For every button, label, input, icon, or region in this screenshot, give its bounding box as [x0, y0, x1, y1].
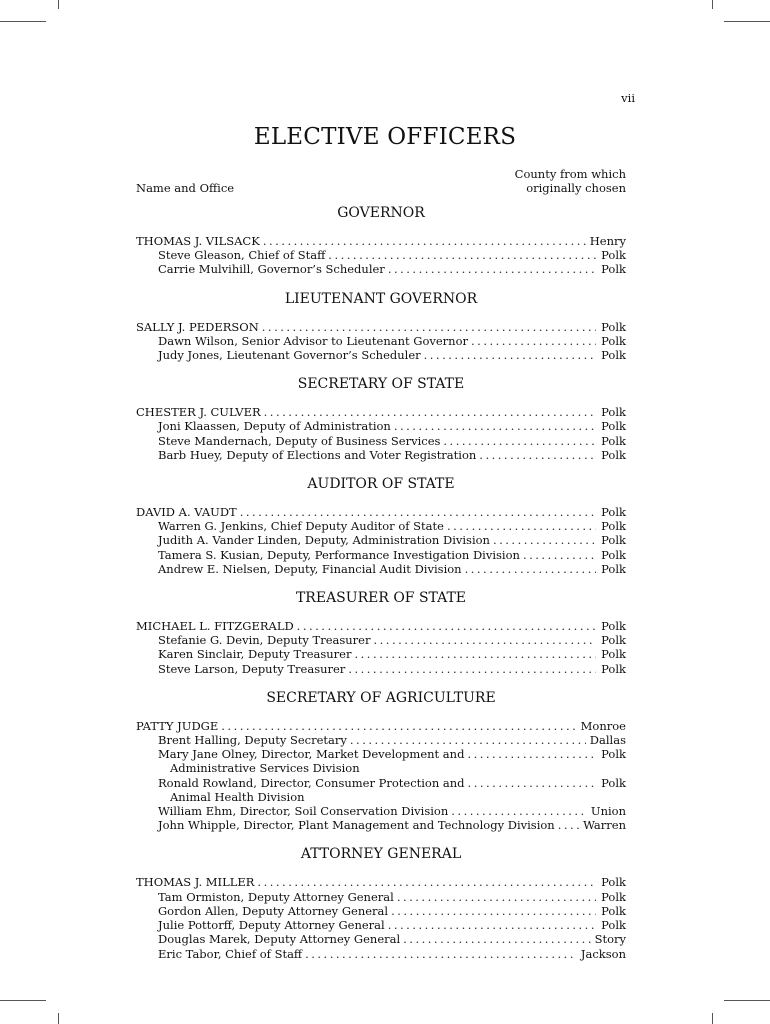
staff-entry	[136, 904, 626, 918]
staff-entry	[136, 918, 626, 932]
entry-name: Stefanie G. Devin, Deputy Treasurer	[158, 633, 371, 648]
column-header-name-office: Name and Office	[136, 181, 235, 195]
section-heading: GOVERNOR	[337, 205, 425, 221]
dot-leader	[305, 947, 577, 961]
entry-list	[136, 505, 626, 576]
staff-entry	[136, 262, 626, 276]
dot-leader	[354, 647, 596, 661]
section-heading: TREASURER OF STATE	[295, 590, 467, 607]
dot-leader	[558, 818, 579, 832]
crop-mark-bottom-left-h	[0, 1000, 46, 1001]
staff-entry	[136, 932, 626, 946]
entry-name: Tam Ormiston, Deputy Attorney General	[158, 889, 394, 904]
entry-name: Carrie Mulvihill, Governor’s Scheduler	[158, 262, 385, 277]
entry-county: Polk	[601, 319, 626, 334]
entry-name: Julie Pottorff, Deputy Attorney General	[158, 918, 385, 933]
entry-county: Polk	[601, 505, 626, 520]
staff-entry	[136, 947, 626, 961]
entry-county: Polk	[601, 661, 626, 676]
dot-leader	[262, 320, 596, 334]
entry-county: Polk	[601, 633, 626, 648]
dot-leader	[468, 776, 596, 790]
entry-county: Warren	[583, 818, 626, 833]
staff-entry	[136, 548, 626, 562]
entry-county: Polk	[601, 248, 626, 263]
staff-entry	[136, 519, 626, 533]
entry-county: Polk	[601, 619, 626, 634]
column-header-county-line2: originally chosen	[526, 180, 626, 195]
entry-county: Polk	[601, 889, 626, 904]
dot-leader	[263, 234, 586, 248]
entry-county: Polk	[601, 262, 626, 277]
entry-name: PATTY JUDGE	[136, 718, 219, 733]
entry-name: THOMAS J. MILLER	[136, 875, 255, 890]
entry-name: Warren G. Jenkins, Chief Deputy Auditor of State	[158, 519, 444, 534]
entry-county: Polk	[601, 533, 626, 548]
officer-entry	[136, 619, 626, 633]
dot-leader	[373, 633, 596, 647]
officer-entry	[136, 875, 626, 889]
entry-name: Mary Jane Olney, Director, Market Development and	[158, 747, 465, 762]
officer-entry	[136, 320, 626, 334]
crop-mark-bottom-right-v	[712, 1013, 713, 1024]
entry-county: Polk	[601, 647, 626, 662]
dot-leader	[328, 248, 596, 262]
entry-county: Polk	[601, 447, 626, 462]
page-number: vii	[621, 91, 635, 105]
staff-entry	[136, 419, 626, 433]
dot-leader	[523, 548, 596, 562]
staff-entry	[136, 804, 626, 818]
staff-entry	[136, 633, 626, 647]
entry-name: Eric Tabor, Chief of Staff	[158, 946, 303, 961]
entry-name: Steve Larson, Deputy Treasurer	[158, 661, 346, 676]
entry-list	[136, 405, 626, 462]
entry-name: Gordon Allen, Deputy Attorney General	[158, 903, 389, 918]
entry-county: Monroe	[580, 718, 626, 733]
dot-leader	[493, 533, 596, 547]
entry-county: Polk	[601, 348, 626, 363]
staff-entry	[136, 890, 626, 904]
entry-county: Polk	[601, 405, 626, 420]
crop-mark-bottom-left-v	[58, 1013, 59, 1024]
entry-name: THOMAS J. VILSACK	[136, 234, 260, 248]
column-header-county-line1: County from which	[514, 166, 626, 181]
staff-entry	[136, 533, 626, 547]
staff-entry	[136, 647, 626, 661]
crop-mark-top-left-h	[0, 21, 46, 22]
entry-name: SALLY J. PEDERSON	[136, 319, 259, 334]
entry-name: Steve Mandernach, Deputy of Business Services	[158, 433, 441, 448]
dot-leader	[479, 448, 596, 462]
entry-county: Polk	[601, 903, 626, 918]
officer-entry	[136, 234, 626, 248]
entry-name: MICHAEL L. FITZGERALD	[136, 619, 294, 634]
staff-entry	[136, 818, 626, 832]
entry-list	[136, 875, 626, 960]
entry-county: Polk	[601, 333, 626, 348]
staff-entry	[136, 348, 626, 362]
staff-entry	[136, 733, 626, 747]
staff-entry	[136, 434, 626, 448]
entry-name: Tamera S. Kusian, Deputy, Performance Investigation Division	[158, 547, 520, 562]
crop-mark-top-left-v	[58, 0, 59, 9]
entry-name: CHESTER J. CULVER	[136, 405, 261, 420]
dot-leader	[240, 505, 596, 519]
dot-leader	[403, 932, 590, 946]
entry-county: Henry	[589, 234, 626, 248]
entry-name: Andrew E. Nielsen, Deputy, Financial Audit Division	[158, 561, 462, 576]
entry-name: Judith A. Vander Linden, Deputy, Administration Division	[158, 533, 490, 548]
dot-leader	[297, 619, 596, 633]
officer-section	[136, 588, 626, 676]
entry-county: Polk	[601, 918, 626, 933]
entry-county: Polk	[601, 419, 626, 434]
dot-leader	[348, 662, 596, 676]
entry-list	[136, 719, 626, 833]
dot-leader	[221, 719, 576, 733]
dot-leader	[388, 262, 596, 276]
entry-name: Karen Sinclair, Deputy Treasurer	[158, 647, 352, 662]
section-heading: SECRETARY OF STATE	[297, 376, 465, 393]
officer-sections	[136, 203, 626, 973]
entry-county: Jackson	[580, 946, 626, 961]
staff-entry	[136, 662, 626, 676]
dot-leader	[397, 890, 596, 904]
officer-section	[136, 203, 626, 277]
entry-name: Ronald Rowland, Director, Consumer Protection and	[158, 775, 465, 790]
entry-county: Polk	[601, 561, 626, 576]
officer-section	[136, 289, 626, 363]
dot-leader	[424, 348, 596, 362]
entry-name: John Whipple, Director, Plant Management and Technology Division	[158, 818, 555, 833]
staff-entry	[136, 776, 626, 790]
entry-county: Polk	[601, 547, 626, 562]
entry-county: Story	[594, 932, 626, 947]
entry-name: DAVID A. VAUDT	[136, 505, 237, 520]
entry-county: Polk	[601, 747, 626, 762]
officer-entry	[136, 505, 626, 519]
officer-entry	[136, 719, 626, 733]
entry-name: Brent Halling, Deputy Secretary	[158, 733, 347, 748]
entry-name: Douglas Marek, Deputy Attorney General	[158, 932, 401, 947]
entry-county: Dallas	[589, 733, 626, 748]
entry-name-continuation: Animal Health Division	[170, 789, 305, 804]
dot-leader	[264, 405, 596, 419]
column-header-county	[515, 167, 626, 195]
dot-leader	[394, 419, 596, 433]
crop-mark-top-right-v	[712, 0, 713, 9]
staff-entry	[136, 562, 626, 576]
dot-leader	[391, 904, 596, 918]
dot-leader	[443, 434, 596, 448]
section-heading: ATTORNEY GENERAL	[300, 846, 462, 863]
entry-name: Judy Jones, Lieutenant Governor’s Scheduler	[158, 348, 421, 363]
entry-list	[136, 619, 626, 676]
entry-name: William Ehm, Director, Soil Conservation Division	[158, 804, 449, 819]
entry-list	[136, 234, 626, 277]
dot-leader	[471, 334, 596, 348]
entry-county: Polk	[601, 875, 626, 890]
officer-section	[136, 374, 626, 462]
entry-county: Polk	[601, 775, 626, 790]
officer-entry	[136, 405, 626, 419]
staff-entry	[136, 248, 626, 262]
entry-county: Polk	[601, 433, 626, 448]
dot-leader	[350, 733, 586, 747]
dot-leader	[257, 875, 596, 889]
dot-leader	[465, 562, 596, 576]
column-headers	[136, 165, 626, 195]
entry-county: Union	[590, 804, 626, 819]
crop-mark-bottom-right-h	[724, 1000, 770, 1001]
staff-entry	[136, 448, 626, 462]
dot-leader	[447, 519, 596, 533]
staff-entry	[136, 334, 626, 348]
dot-leader	[451, 804, 587, 818]
section-heading: LIEUTENANT GOVERNOR	[284, 290, 478, 307]
officer-section	[136, 474, 626, 576]
entry-name: Joni Klaassen, Deputy of Administration	[158, 419, 391, 434]
officer-section	[136, 688, 626, 833]
staff-entry	[136, 747, 626, 761]
crop-mark-top-right-h	[724, 21, 770, 22]
entry-name: Steve Gleason, Chief of Staff	[158, 248, 326, 263]
dot-leader	[467, 747, 596, 761]
section-heading: SECRETARY OF AGRICULTURE	[266, 689, 496, 706]
section-heading: AUDITOR OF STATE	[307, 476, 455, 493]
entry-name: Barb Huey, Deputy of Elections and Voter Registration	[158, 447, 477, 462]
page-title: ELECTIVE OFFICERS	[253, 124, 517, 150]
entry-county: Polk	[601, 519, 626, 534]
entry-name: Dawn Wilson, Senior Advisor to Lieutenant Governor	[158, 333, 469, 348]
officer-section	[136, 844, 626, 960]
entry-name-continuation: Administrative Services Division	[170, 761, 360, 776]
dot-leader	[388, 918, 596, 932]
entry-list	[136, 320, 626, 363]
